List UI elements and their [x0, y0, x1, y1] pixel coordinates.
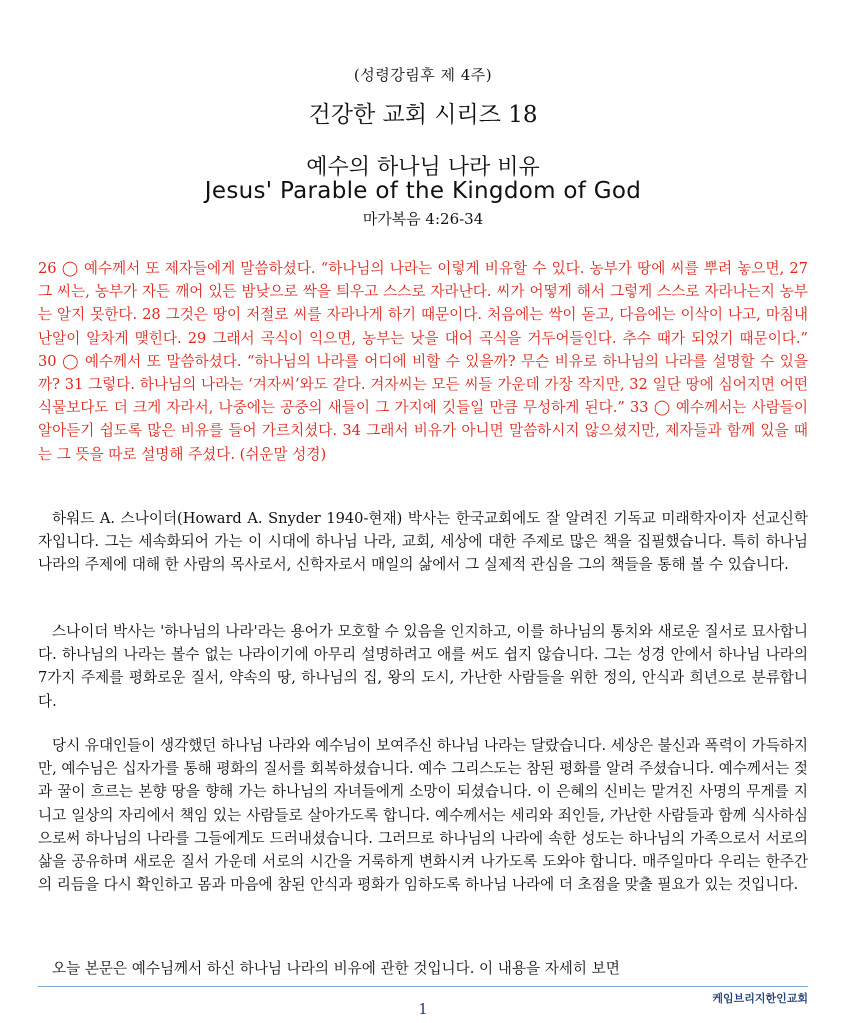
sermon-title-english: Jesus' Parable of the Kingdom of God [204, 178, 642, 204]
sermon-subtitle: (성령강림후 제 4주) [353, 66, 493, 84]
sermon-title-korean: 예수의 하나님 나라 비유 [306, 155, 540, 180]
page-number: 1 [418, 1000, 428, 1018]
body-paragraph: 당시 유대인들이 생각했던 하나님 나라와 예수님이 보여주신 하나님 나라는 달랐습니다. 세상은 불신과 폭력이 가득하지만, 예수님은 십자가를 통해 평화의 질서를 회복하셨습니다. 예수 그리스도는 참된 평화를 알려 주셨습니다. 예수께서는 젖과 꿀이 흐르는 본향 땅을 향해 가는 하나님의 자녀들에게 소망이 되셨습니다. 이 은혜의 신비는 맡겨진 사명의 무게를 지니고 일상의 자리에서 책임 있는 사람들로 살아가도록 합니다. 예수께서는 세리와 죄인들, 가난한 사람들과 함께 식사하심으로써 하나님의 나라를 그들에게도 드러내셨습니다. 그러므로 하나님의 나라에 속한 성도는 하나님의 가족으로서 서로의 삶을 공유하며 새로운 질서 가운데 서로의 시간을 거룩하게 변화시켜 나가도록 도와야 합니다. 매주일마다 우리는 한주간의 리듬을 다시 확인하고 몸과 마음에 참된 안식과 평화가 임하도록 하나님 나라에 더 초점을 맞출 필요가 있는 것입니다. [38, 737, 808, 894]
body-paragraph: 오늘 본문은 예수님께서 하신 하나님 나라의 비유에 관한 것입니다. 이 내용을 자세히 보면 [52, 960, 620, 977]
footer-divider [38, 986, 808, 987]
scripture-reference: 마가복음 4:26-34 [362, 210, 484, 228]
footer-church-name: 케임브리지한인교회 [712, 992, 808, 1005]
series-title: 건강한 교회 시리즈 18 [308, 102, 538, 128]
scripture-passage: 26 ◯ 예수께서 또 제자들에게 말씀하셨다. “하나님의 나라는 이렇게 비유할 수 있다. 농부가 땅에 씨를 뿌려 놓으면, 27 그 씨는, 농부가 자든 깨어 있든 밤낮으로 싹을 틔우고 스스로 자라난다. 씨가 어떻게 해서 그렇게 스스로 자라나는지 농부는 알지 못한다. 28 그것은 땅이 저절로 씨를 자라나게 하기 때문이다. 처음에는 싹이 돋고, 다음에는 이삭이 나고, 마침내 난알이 알차게 맺힌다. 29 그래서 곡식이 익으면, 농부는 낫을 대어 곡식을 거두어들인다. 추수 때가 되었기 때문이다.” 30 ◯ 예수께서 또 말씀하셨다. “하나님의 나라를 어디에 비할 수 있을까? 무슨 비유로 하나님의 나라를 설명할 수 있을까? 31 그렇다. 하나님의 나라는 ‘겨자씨’와도 같다. 겨자씨는 모든 씨들 가운데 가장 작지만, 32 일단 땅에 심어지면 어떤 식물보다도 더 크게 자라서, 나중에는 공중의 새들이 그 가지에 깃들일 만큼 무성하게 된다.” 33 ◯ 예수께서는 사람들이 알아듣기 쉽도록 많은 비유를 들어 가르치셨다. 34 그래서 비유가 아니면 말씀하시지 않으셨지만, 제자들과 함께 있을 때는 그 뜻을 따로 설명해 주셨다. (쉬운말 성경) [38, 260, 808, 463]
body-paragraph: 스나이더 박사는 '하나님의 나라'라는 용어가 모호할 수 있음을 인지하고, 이를 하나님의 통치와 새로운 질서로 묘사합니다. 하나님의 나라는 볼수 없는 나라이기에 아무리 설명하려고 애를 써도 쉽지 않습니다. 그는 성경 안에서 하나님 나라의 7가지 주제를 평화로운 질서, 약속의 땅, 하나님의 집, 왕의 도시, 가난한 사람들을 위한 정의, 안식과 희년으로 분류합니다. [38, 623, 808, 710]
body-paragraph: 하워드 A. 스나이더(Howard A. Snyder 1940-현재) 박사는 한국교회에도 잘 알려진 기독교 미래학자이자 선교신학자입니다. 그는 세속화되어 가는 이 시대에 하나님 나라, 교회, 세상에 대한 주제로 많은 책을 집필했습니다. 특히 하나님 나라의 주제에 대해 한 사람의 목사로서, 신학자로서 매일의 삶에서 그 실제적 관심을 그의 책들을 통해 볼 수 있습니다. [38, 510, 808, 574]
